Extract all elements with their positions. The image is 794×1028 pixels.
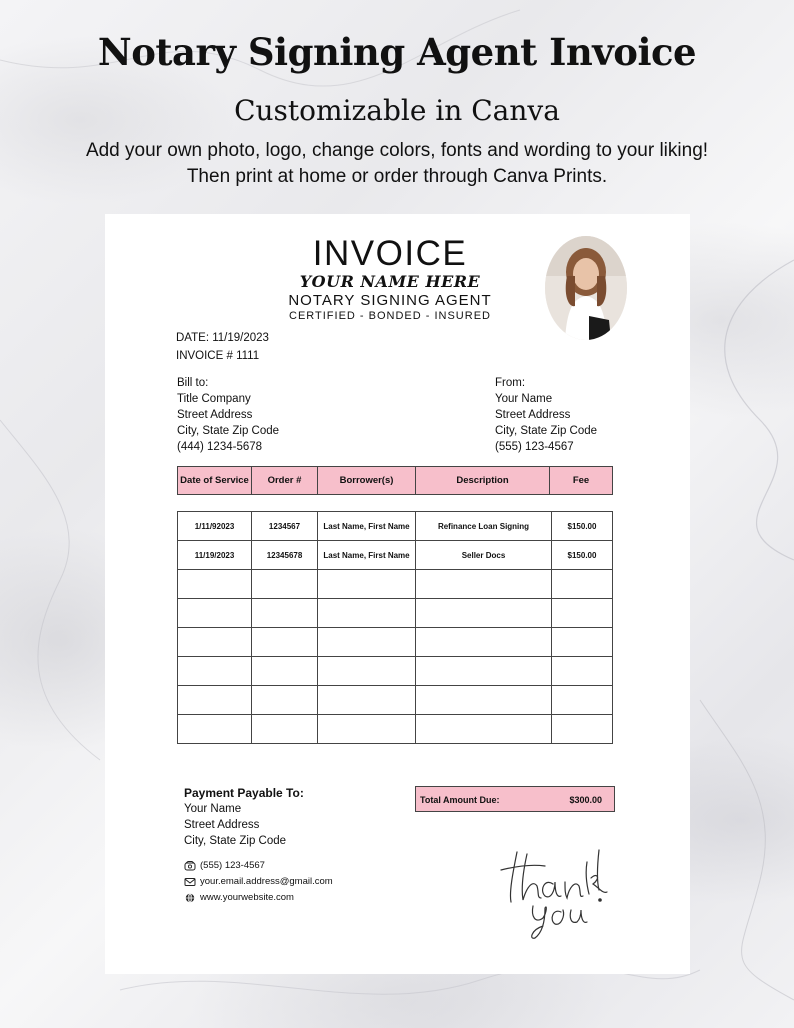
cell-fee: $150.00 [552,512,613,541]
invoice-table-header [177,466,613,495]
cell-description: Seller Docs [416,541,552,570]
table-row-empty [178,715,613,744]
contact-phone [184,860,265,871]
cell-borrower: Last Name, First Name [318,541,416,570]
table-row [178,541,613,570]
payment-street: Street Address [184,819,260,831]
payment-name: Your Name [184,803,242,815]
payment-label: Payment Payable To: [184,786,304,800]
agent-role: NOTARY SIGNING AGENT [288,292,492,309]
bill-to-block [177,375,279,455]
payment-city: City, State Zip Code [184,835,287,847]
invoice-number: INVOICE # 1111 [176,350,260,362]
bill-to-city: City, State Zip Code [177,425,280,437]
email-icon [184,877,196,887]
from-name: Your Name [495,393,553,405]
column-header-order: Order # [252,467,318,495]
agent-name: YOUR NAME HERE [299,272,481,291]
table-row [178,512,613,541]
cell-description: Refinance Loan Signing [416,512,552,541]
total-label: Total Amount Due: [420,795,500,805]
cell-order: 12345678 [252,541,318,570]
from-label: From: [495,377,526,389]
table-row-empty [178,599,613,628]
from-city: City, State Zip Code [495,425,598,437]
bill-to-label: Bill to: [177,377,209,389]
total-amount-box [415,786,615,812]
promo-description-line-1: Add your own photo, logo, change colors, fonts and wording to your liking! [85,140,709,161]
contact-website [184,892,294,903]
column-header-description: Description [416,467,550,495]
globe-icon [184,893,196,903]
invoice-sheet [105,214,690,974]
cell-order: 1234567 [252,512,318,541]
phone-icon [184,861,196,871]
promo-description-line-2: Then print at home or order through Canva Prints. [186,166,608,187]
agent-credentials: CERTIFIED - BONDED - INSURED [289,310,491,322]
column-header-borrowers: Borrower(s) [318,467,416,495]
payment-block [184,785,304,849]
table-row-empty [178,570,613,599]
contact-phone-text: (555) 123-4567 [200,860,265,871]
promo-subtitle: Customizable in Canva [234,94,560,127]
from-phone: (555) 123-4567 [495,441,574,453]
contact-email-text: your.email.address@gmail.com [200,876,333,887]
column-header-date: Date of Service [178,467,252,495]
cell-borrower: Last Name, First Name [318,512,416,541]
invoice-items-table [177,511,613,744]
contact-website-text: www.yourwebsite.com [200,892,294,903]
invoice-heading: INVOICE [312,234,468,273]
column-header-fee: Fee [550,467,613,495]
from-street: Street Address [495,409,571,421]
total-amount: $300.00 [569,795,602,805]
cell-date: 11/19/2023 [178,541,252,570]
bill-to-street: Street Address [177,409,253,421]
promo-title: Notary Signing Agent Invoice [97,30,697,74]
invoice-date: DATE: 11/19/2023 [176,332,269,344]
table-row-empty [178,686,613,715]
cell-fee: $150.00 [552,541,613,570]
bill-to-company: Title Company [177,393,251,405]
bill-to-phone: (444) 1234-5678 [177,441,263,453]
table-row-empty [178,657,613,686]
from-block [495,375,597,455]
cell-date: 1/11/92023 [178,512,252,541]
contact-email [184,876,333,887]
thank-you-signature [487,842,617,942]
agent-photo [545,236,627,340]
table-row-empty [178,628,613,657]
